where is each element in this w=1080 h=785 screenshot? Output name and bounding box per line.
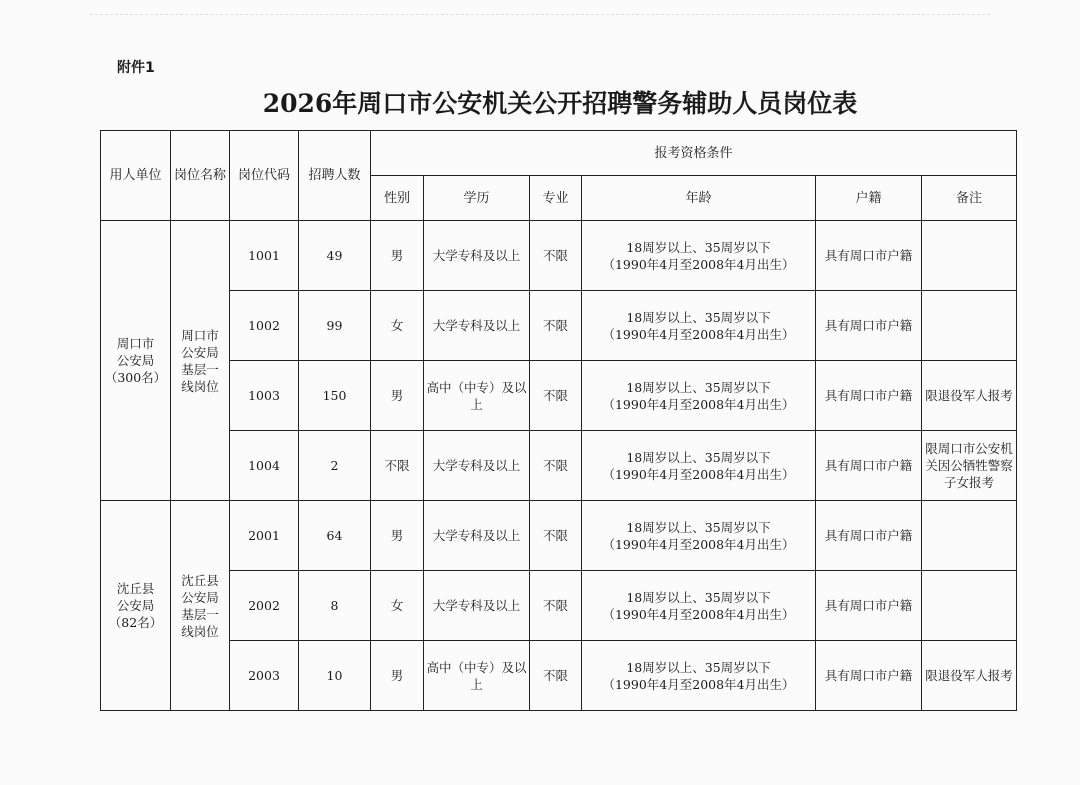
education-cell: 高中（中专）及以 上 bbox=[424, 361, 530, 431]
major-cell: 不限 bbox=[530, 221, 582, 291]
document-title: 2026年周口市公安机关公开招聘警务辅助人员岗位表 bbox=[262, 89, 858, 118]
remarks-cell bbox=[922, 291, 1017, 361]
age-cell bbox=[582, 361, 816, 431]
remarks-cell: 限退役军人报考 bbox=[922, 361, 1017, 431]
header-position-code: 岗位代码 bbox=[230, 131, 299, 221]
birth-range-text: （1990年4月至2008年4月出生） bbox=[602, 676, 795, 692]
recruit-count-cell: 49 bbox=[299, 221, 371, 291]
position-code-cell: 1001 bbox=[230, 221, 299, 291]
table-row bbox=[101, 501, 1017, 571]
birth-range-text: （1990年4月至2008年4月出生） bbox=[602, 326, 795, 342]
household-cell: 具有周口市户籍 bbox=[816, 641, 922, 711]
table-body bbox=[101, 221, 1017, 711]
education-cell: 大学专科及以上 bbox=[424, 501, 530, 571]
unit-cell: 周口市 公安局 （300名） bbox=[101, 221, 171, 501]
recruit-count-cell: 64 bbox=[299, 501, 371, 571]
birth-range-text: （1990年4月至2008年4月出生） bbox=[602, 256, 795, 272]
education-cell: 大学专科及以上 bbox=[424, 571, 530, 641]
major-cell: 不限 bbox=[530, 361, 582, 431]
age-cell bbox=[582, 571, 816, 641]
position-code-cell: 2003 bbox=[230, 641, 299, 711]
age-cell bbox=[582, 431, 816, 501]
education-cell: 大学专科及以上 bbox=[424, 221, 530, 291]
age-range-text: 18周岁以上、35周岁以下 bbox=[626, 379, 771, 395]
position-code-cell: 1004 bbox=[230, 431, 299, 501]
table-row bbox=[101, 291, 1017, 361]
household-cell: 具有周口市户籍 bbox=[816, 221, 922, 291]
birth-range-text: （1990年4月至2008年4月出生） bbox=[602, 466, 795, 482]
age-cell bbox=[582, 501, 816, 571]
header-age: 年龄 bbox=[582, 176, 816, 221]
unit-cell: 沈丘县 公安局 （82名） bbox=[101, 501, 171, 711]
remarks-cell bbox=[922, 571, 1017, 641]
age-range-text: 18周岁以上、35周岁以下 bbox=[626, 449, 771, 465]
scan-artifact bbox=[90, 14, 990, 17]
remarks-cell bbox=[922, 501, 1017, 571]
table-row bbox=[101, 431, 1017, 501]
gender-cell: 男 bbox=[371, 641, 424, 711]
age-range-text: 18周岁以上、35周岁以下 bbox=[626, 239, 771, 255]
birth-range-text: （1990年4月至2008年4月出生） bbox=[602, 536, 795, 552]
recruit-count-cell: 10 bbox=[299, 641, 371, 711]
header-gender: 性别 bbox=[371, 176, 424, 221]
header-position-name: 岗位名称 bbox=[171, 131, 230, 221]
age-cell bbox=[582, 291, 816, 361]
recruit-count-cell: 150 bbox=[299, 361, 371, 431]
household-cell: 具有周口市户籍 bbox=[816, 431, 922, 501]
gender-cell: 男 bbox=[371, 361, 424, 431]
major-cell: 不限 bbox=[530, 291, 582, 361]
gender-cell: 男 bbox=[371, 221, 424, 291]
gender-cell: 女 bbox=[371, 291, 424, 361]
table-row bbox=[101, 221, 1017, 291]
age-range-text: 18周岁以上、35周岁以下 bbox=[626, 589, 771, 605]
education-cell: 高中（中专）及以 上 bbox=[424, 641, 530, 711]
age-range-text: 18周岁以上、35周岁以下 bbox=[626, 659, 771, 675]
recruit-count-cell: 2 bbox=[299, 431, 371, 501]
gender-cell: 男 bbox=[371, 501, 424, 571]
major-cell: 不限 bbox=[530, 571, 582, 641]
header-education: 学历 bbox=[424, 176, 530, 221]
position-name-cell: 沈丘县 公安局 基层一 线岗位 bbox=[171, 501, 230, 711]
position-code-cell: 2001 bbox=[230, 501, 299, 571]
table-row bbox=[101, 361, 1017, 431]
age-range-text: 18周岁以上、35周岁以下 bbox=[626, 309, 771, 325]
household-cell: 具有周口市户籍 bbox=[816, 501, 922, 571]
age-range-text: 18周岁以上、35周岁以下 bbox=[626, 519, 771, 535]
birth-range-text: （1990年4月至2008年4月出生） bbox=[602, 606, 795, 622]
position-code-cell: 2002 bbox=[230, 571, 299, 641]
header-requirements: 报考资格条件 bbox=[371, 131, 1017, 176]
position-name-cell: 周口市 公安局 基层一 线岗位 bbox=[171, 221, 230, 501]
birth-range-text: （1990年4月至2008年4月出生） bbox=[602, 396, 795, 412]
recruit-count-cell: 99 bbox=[299, 291, 371, 361]
age-cell bbox=[582, 641, 816, 711]
major-cell: 不限 bbox=[530, 431, 582, 501]
header-recruit-count: 招聘人数 bbox=[299, 131, 371, 221]
remarks-cell bbox=[922, 221, 1017, 291]
recruit-count-cell: 8 bbox=[299, 571, 371, 641]
header-remarks: 备注 bbox=[922, 176, 1017, 221]
age-cell bbox=[582, 221, 816, 291]
major-cell: 不限 bbox=[530, 501, 582, 571]
position-code-cell: 1002 bbox=[230, 291, 299, 361]
household-cell: 具有周口市户籍 bbox=[816, 361, 922, 431]
header-unit: 用人单位 bbox=[101, 131, 171, 221]
household-cell: 具有周口市户籍 bbox=[816, 571, 922, 641]
position-code-cell: 1003 bbox=[230, 361, 299, 431]
major-cell: 不限 bbox=[530, 641, 582, 711]
education-cell: 大学专科及以上 bbox=[424, 291, 530, 361]
attachment-label: 附件1 bbox=[117, 60, 155, 76]
header-major: 专业 bbox=[530, 176, 582, 221]
gender-cell: 不限 bbox=[371, 431, 424, 501]
gender-cell: 女 bbox=[371, 571, 424, 641]
remarks-cell: 限周口市公安机 关因公牺牲警察 子女报考 bbox=[922, 431, 1017, 501]
table-row bbox=[101, 571, 1017, 641]
position-table bbox=[100, 130, 1017, 711]
education-cell: 大学专科及以上 bbox=[424, 431, 530, 501]
header-household: 户籍 bbox=[816, 176, 922, 221]
table-row bbox=[101, 641, 1017, 711]
remarks-cell: 限退役军人报考 bbox=[922, 641, 1017, 711]
household-cell: 具有周口市户籍 bbox=[816, 291, 922, 361]
